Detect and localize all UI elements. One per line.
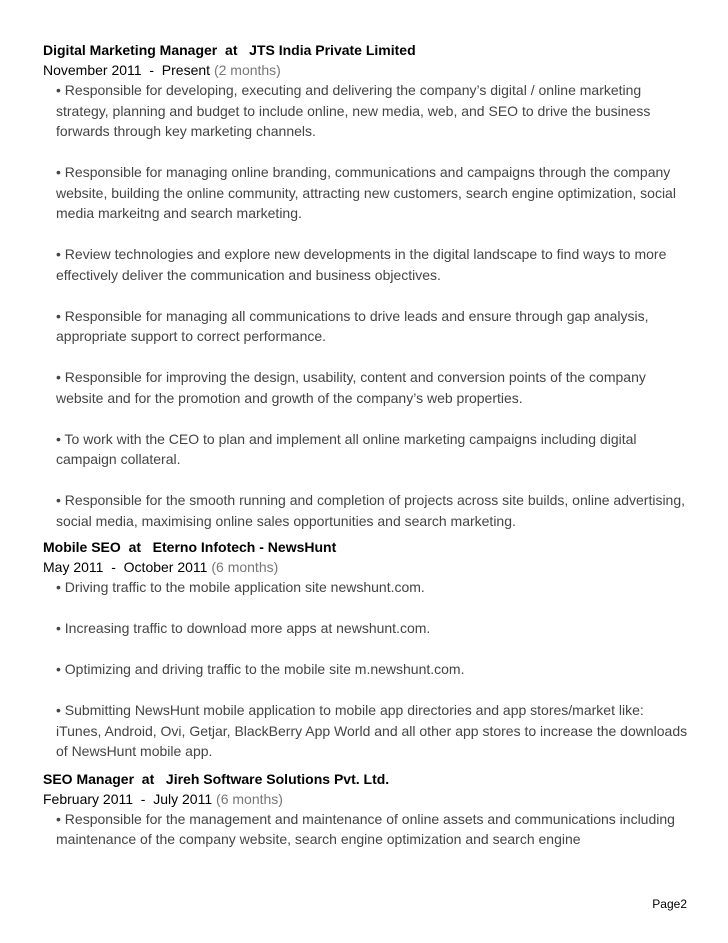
job-date-range: November 2011 - Present	[43, 62, 214, 78]
responsibility-item: • Responsible for the smooth running and completion of projects across site builds, online advertising, social media, maximising online sales opportunities and search marketing.	[56, 492, 686, 529]
job-entry-jts	[43, 40, 693, 531]
job-entry-eterno	[43, 537, 693, 762]
job-dates	[43, 789, 693, 809]
responsibility-item: • Submitting NewsHunt mobile application to mobile app directories and app stores/market like: iTunes, Android, Ovi, Getjar, BlackBerry App World and all other app stores to increase the downloads of NewsHunt mobile app.	[56, 702, 688, 759]
job-duration: (6 months)	[216, 790, 283, 807]
job-responsibilities	[43, 577, 693, 762]
job-date-range: February 2011 - July 2011	[43, 790, 217, 807]
job-dates	[43, 60, 693, 80]
job-responsibilities	[43, 809, 693, 850]
job-responsibilities	[43, 80, 693, 531]
responsibility-item: • Responsible for improving the design, usability, content and conversion points of the company website and for the promotion and growth of the company’s web properties.	[56, 369, 646, 406]
job-title: Mobile SEO at Eterno Infotech - NewsHunt	[43, 539, 337, 555]
job-duration: (6 months)	[211, 559, 279, 575]
job-entry-jireh	[43, 769, 693, 850]
responsibility-item: • Optimizing and driving traffic to the mobile site m.newshunt.com.	[56, 661, 465, 677]
job-date-range: May 2011 - October 2011	[43, 559, 212, 575]
job-duration: (2 months)	[213, 62, 281, 78]
responsibility-item: • Review technologies and explore new developments in the digital landscape to find ways to more effectively deliver the communication and business objectives.	[56, 246, 667, 283]
responsibility-item: • To work with the CEO to plan and implement all online marketing campaigns including digital campaign collateral.	[56, 430, 637, 467]
responsibility-item: • Responsible for the management and maintenance of online assets and communications including maintenance of the company website, search engine optimization and search engine	[56, 810, 675, 847]
resume-page	[43, 40, 693, 850]
job-title: Digital Marketing Manager at JTS India Private Limited	[43, 42, 416, 58]
responsibility-item: • Responsible for developing, executing and delivering the company’s digital / online marketing strategy, planning and budget to include online, new media, web, and SEO to drive the business forwards through key marketing channels.	[56, 82, 651, 139]
responsibility-item: • Driving traffic to the mobile application site newshunt.com.	[56, 579, 425, 595]
job-title: SEO Manager at Jireh Software Solutions Pvt. Ltd.	[43, 770, 390, 787]
responsibility-item: • Responsible for managing all communications to drive leads and ensure through gap analysis, appropriate support to correct performance.	[56, 307, 649, 344]
page-number: Page2	[652, 897, 687, 911]
job-dates	[43, 557, 693, 577]
responsibility-item: • Increasing traffic to download more apps at newshunt.com.	[56, 620, 431, 636]
responsibility-item: • Responsible for managing online branding, communications and campaigns through the company website, building the online community, attracting new customers, search engine optimization, social media markeitng and search marketing.	[56, 164, 676, 221]
